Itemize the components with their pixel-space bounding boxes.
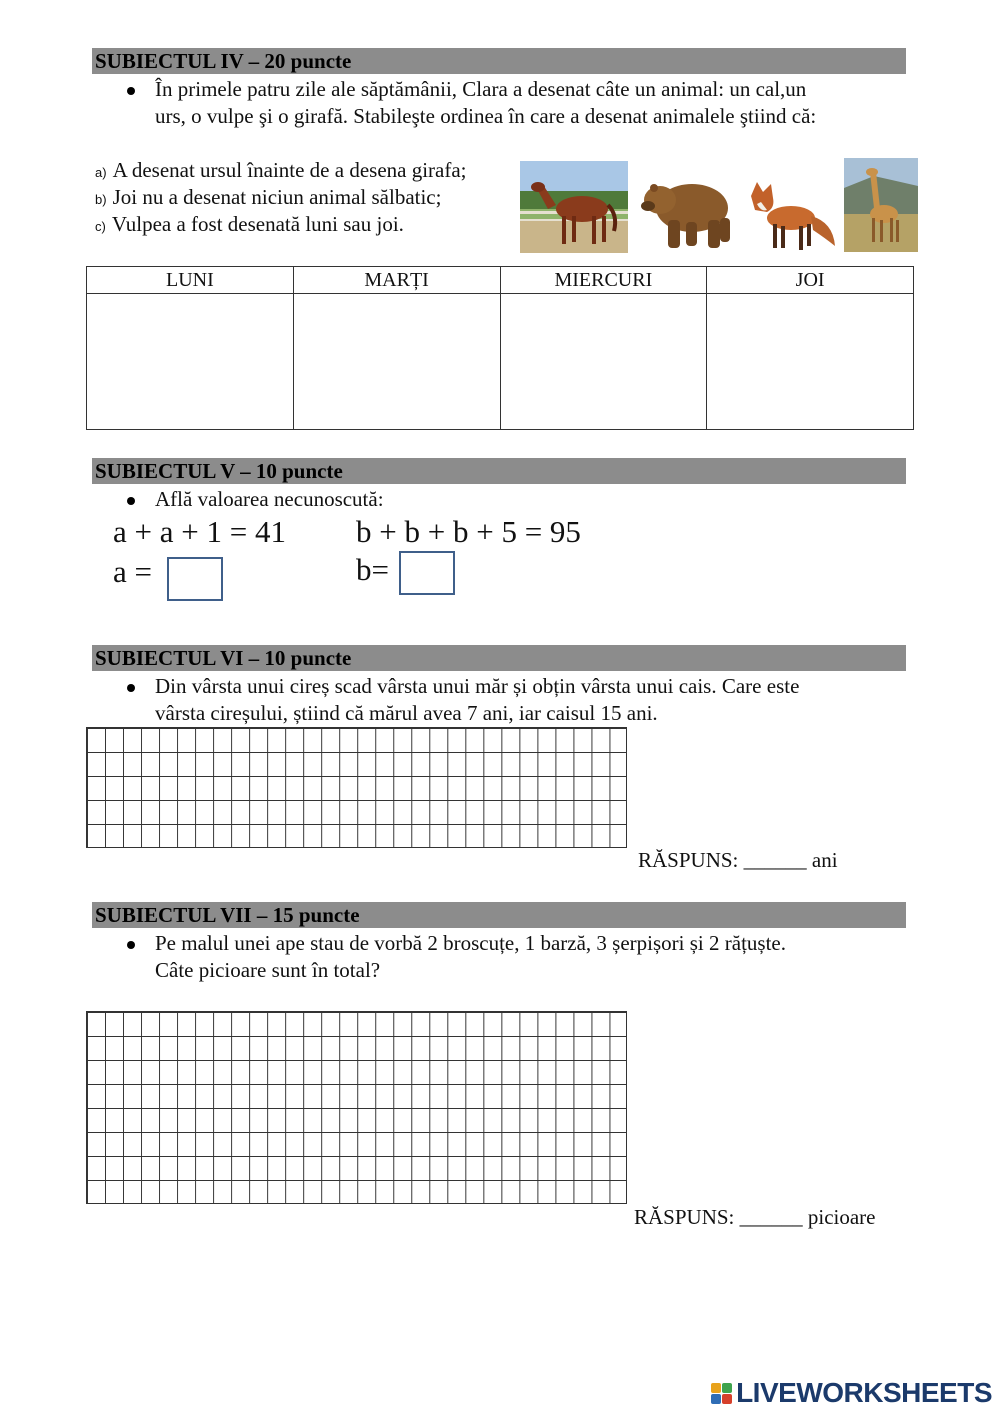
giraffe-image bbox=[844, 158, 918, 252]
condition-text: Vulpea a fost desenată luni sau joi. bbox=[111, 212, 404, 236]
section-5-instruction: Află valoarea necunoscută: bbox=[155, 487, 384, 511]
section-4-text-line2: urs, o vulpe şi o girafă. Stabileşte ordinea în care a desenat animalele ştiind că: bbox=[155, 104, 817, 128]
condition-label: a) bbox=[95, 165, 107, 180]
answer-cell-marti[interactable] bbox=[293, 294, 500, 430]
equation-b: b + b + b + 5 = 95 bbox=[356, 514, 581, 549]
section-6-answer: RĂSPUNS: ______ ani bbox=[638, 848, 838, 872]
condition-c bbox=[95, 211, 404, 240]
section-5-title: SUBIECTUL V – 10 puncte bbox=[92, 458, 906, 484]
day-header-luni: LUNI bbox=[87, 267, 294, 294]
section-6-title: SUBIECTUL VI – 10 puncte bbox=[92, 645, 906, 671]
section-4-text-line1: În primele patru zile ale săptămânii, Clara a desenat câte un animal: un cal,un bbox=[155, 77, 807, 101]
work-grid-7[interactable] bbox=[86, 1011, 627, 1204]
condition-text: Joi nu a desenat niciun animal sălbatic; bbox=[112, 185, 442, 209]
answer-a-input[interactable] bbox=[167, 557, 223, 601]
section-7-title: SUBIECTUL VII – 15 puncte bbox=[92, 902, 906, 928]
equation-a: a + a + 1 = 41 bbox=[113, 514, 286, 549]
condition-b bbox=[95, 184, 441, 213]
day-header-marti: MARȚI bbox=[293, 267, 500, 294]
bear-image bbox=[640, 168, 736, 252]
condition-text: A desenat ursul înainte de a desena girafa; bbox=[112, 158, 467, 182]
liveworksheets-logo bbox=[711, 1378, 992, 1408]
table-answer-row bbox=[87, 294, 914, 430]
bullet-icon bbox=[127, 497, 135, 505]
table-header-row bbox=[87, 267, 914, 294]
answer-b-input[interactable] bbox=[399, 551, 455, 595]
condition-label: c) bbox=[95, 219, 106, 234]
day-header-joi: JOI bbox=[707, 267, 914, 294]
bullet-icon bbox=[127, 684, 135, 692]
answer-b-label: b= bbox=[356, 552, 389, 587]
condition-label: b) bbox=[95, 192, 107, 207]
answer-cell-joi[interactable] bbox=[707, 294, 914, 430]
work-grid-6[interactable] bbox=[86, 727, 627, 848]
answer-cell-luni[interactable] bbox=[87, 294, 294, 430]
fox-image bbox=[745, 178, 837, 254]
answer-cell-miercuri[interactable] bbox=[500, 294, 707, 430]
section-7-text-line2: Câte picioare sunt în total? bbox=[155, 958, 381, 982]
section-6-text-line1: Din vârsta unui cireș scad vârsta unui măr și obțin vârsta unui cais. Care este bbox=[155, 674, 800, 698]
day-header-miercuri: MIERCURI bbox=[500, 267, 707, 294]
logo-mark-icon bbox=[711, 1383, 732, 1404]
section-7-answer: RĂSPUNS: ______ picioare bbox=[634, 1205, 876, 1229]
condition-a bbox=[95, 157, 467, 186]
bullet-icon bbox=[127, 87, 135, 95]
bullet-icon bbox=[127, 941, 135, 949]
section-7-text-line1: Pe malul unei ape stau de vorbă 2 broscuțe, 1 barză, 3 șerpișori și 2 rățuște. bbox=[155, 931, 786, 955]
answer-a-label: a = bbox=[113, 554, 152, 589]
section-4-title: SUBIECTUL IV – 20 puncte bbox=[92, 48, 906, 74]
horse-image bbox=[520, 161, 628, 253]
section-6-text-line2: vârsta cireșului, știind că mărul avea 7 ani, iar caisul 15 ani. bbox=[155, 701, 658, 725]
days-table bbox=[86, 266, 914, 430]
logo-text: LIVEWORKSHEETS bbox=[736, 1377, 992, 1408]
